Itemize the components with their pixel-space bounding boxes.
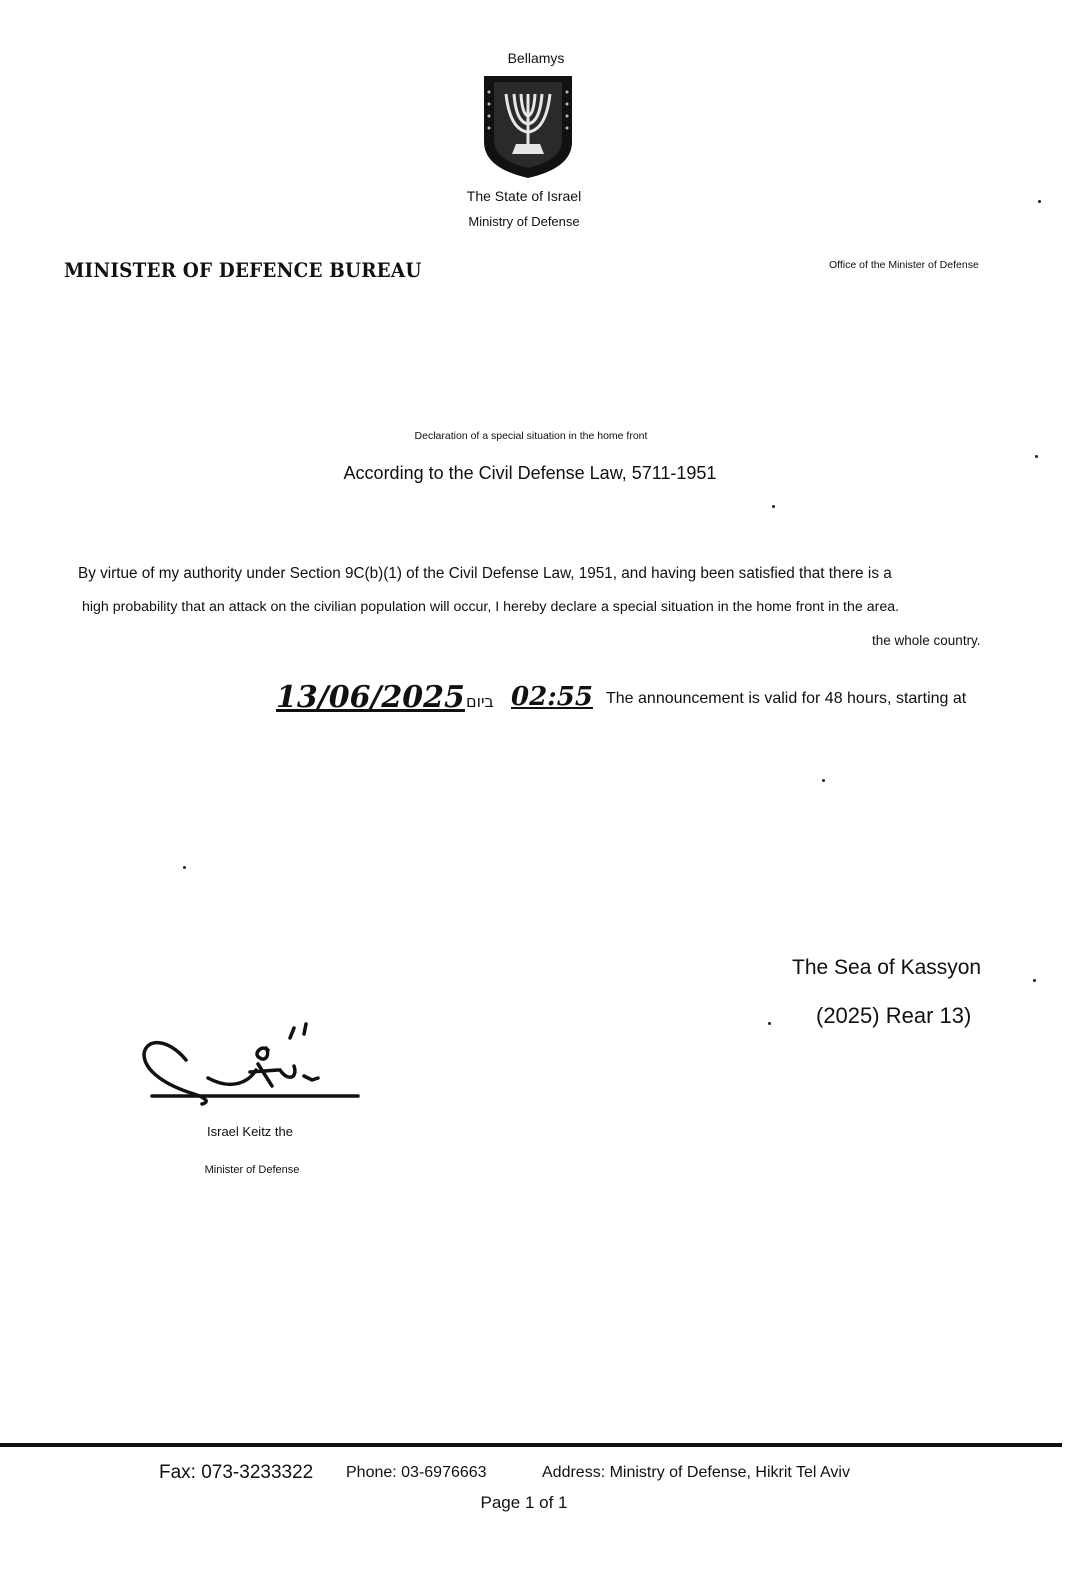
footer-divider xyxy=(0,1443,1062,1447)
menorah-emblem-icon xyxy=(480,72,576,180)
scan-speck xyxy=(1035,455,1038,458)
footer-phone: Phone: 03-6976663 xyxy=(346,1464,487,1481)
footer-address: Address: Ministry of Defense, Hikrit Tel Aviv xyxy=(542,1464,850,1481)
scan-speck xyxy=(1033,979,1036,982)
ministry-name: Ministry of Defense xyxy=(468,214,580,229)
office-label: Office of the Minister of Defense xyxy=(829,259,979,271)
signatory-name: Israel Keitz the xyxy=(207,1124,293,1139)
footer-fax: Fax: 073-3233322 xyxy=(159,1462,314,1483)
signatory-role: Minister of Defense xyxy=(204,1164,300,1176)
date-line: (2025) Rear 13) xyxy=(816,1003,972,1028)
scan-speck xyxy=(768,1022,771,1025)
declaration-subtitle: Declaration of a special situation in the home front xyxy=(414,430,648,442)
bureau-heading: MINISTER OF DEFENCE BUREAU xyxy=(64,258,422,282)
body-line-2: high probability that an attack on the civilian population will occur, I hereby declare a special situation in the home front in the area. xyxy=(82,599,900,615)
scan-speck xyxy=(822,779,825,782)
footer-page: Page 1 of 1 xyxy=(480,1493,568,1512)
hebrew-on-day: ביום xyxy=(466,692,494,711)
signature-icon xyxy=(138,1016,368,1108)
place-line: The Sea of Kassyon xyxy=(792,956,982,979)
handwritten-time: 02:55 xyxy=(511,682,593,712)
body-line-3: the whole country. xyxy=(872,633,981,648)
declaration-title: According to the Civil Defense Law, 5711-1951 xyxy=(343,463,717,483)
letterhead-top-label: Bellamys xyxy=(507,50,565,66)
scan-speck xyxy=(183,866,186,869)
scan-speck xyxy=(772,505,775,508)
scan-speck xyxy=(1038,200,1041,203)
validity-text: The announcement is valid for 48 hours, starting at xyxy=(606,690,967,707)
body-line-1: By virtue of my authority under Section 9C(b)(1) of the Civil Defense Law, 1951, and having been satisfied that there is a xyxy=(78,565,892,582)
handwritten-date: 13/06/2025 xyxy=(276,680,465,715)
state-name: The State of Israel xyxy=(466,188,582,204)
